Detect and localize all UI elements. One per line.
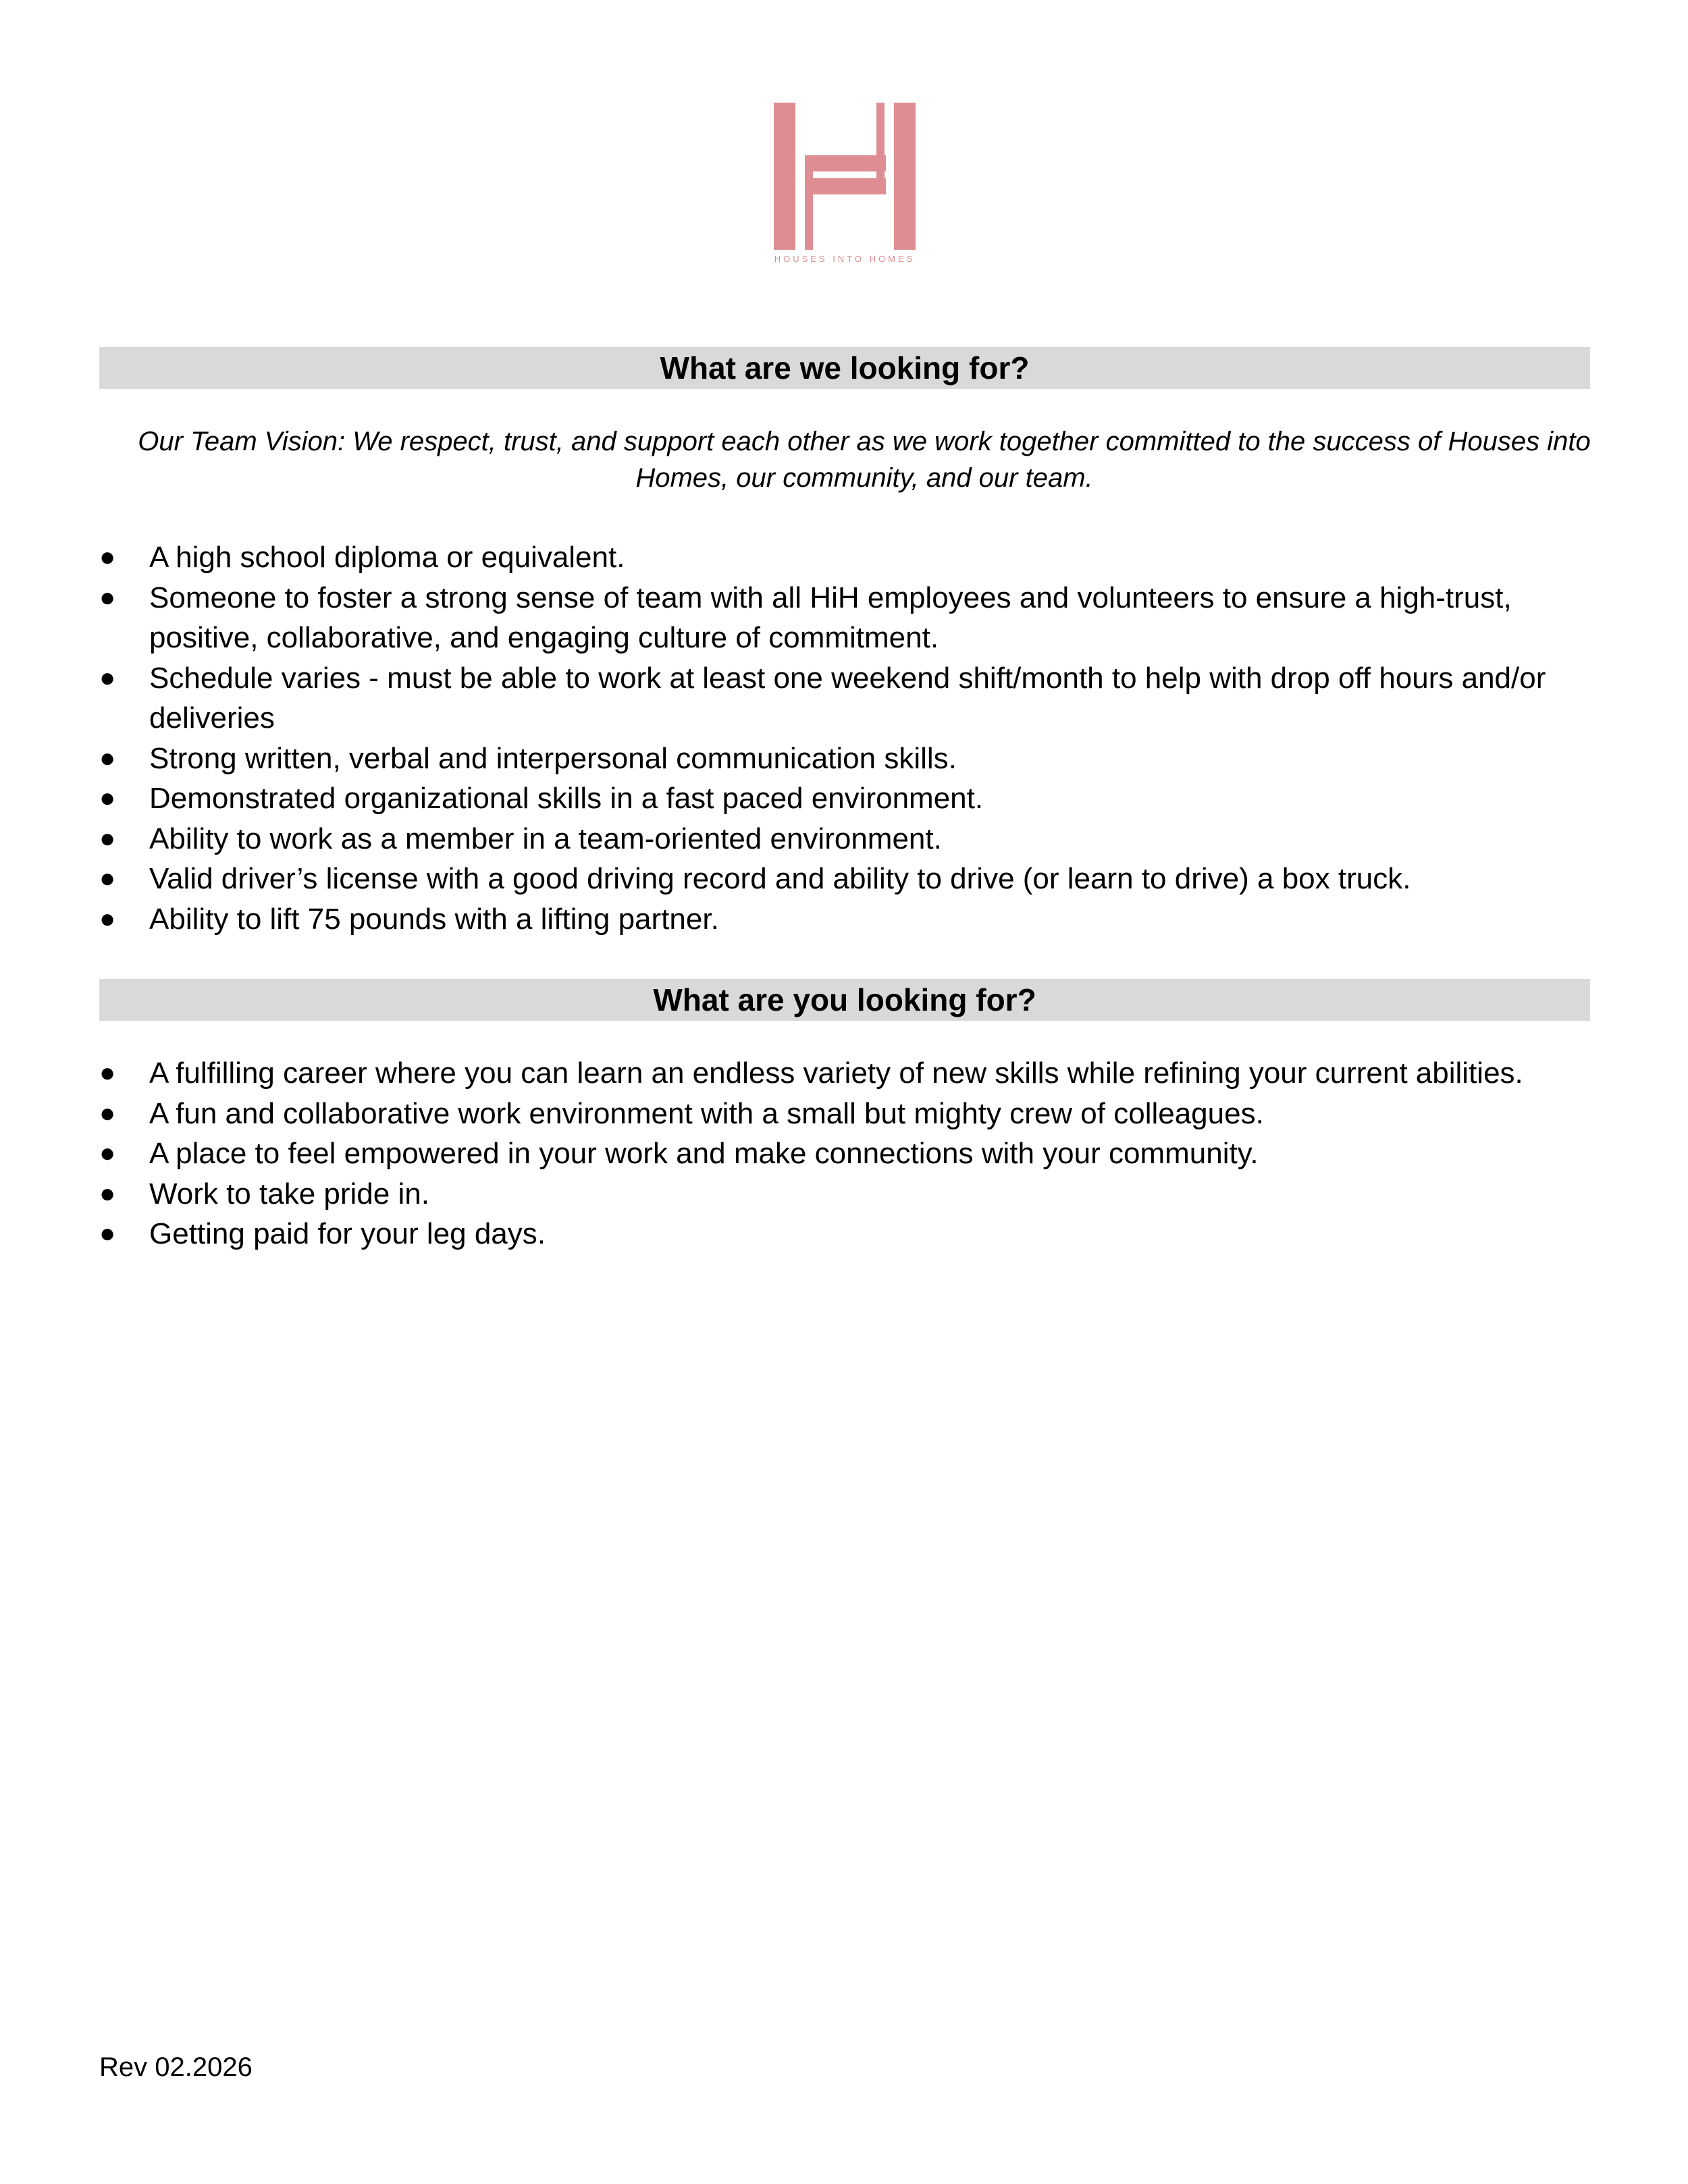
bullet-icon: ●: [99, 1138, 116, 1168]
list-item: [99, 739, 1605, 779]
list-item-text: A place to feel empowered in your work and make connections with your community.: [149, 1137, 1259, 1170]
list-item: [99, 899, 1605, 940]
logo-caption: HOUSES INTO HOMES: [774, 254, 916, 264]
list-item-text: Getting paid for your leg days.: [149, 1217, 546, 1250]
list-item: [99, 819, 1605, 859]
list-item-text: Demonstrated organizational skills in a fast paced environment.: [149, 782, 984, 815]
section-header-you-looking-for: [99, 979, 1590, 1021]
benefits-list: [99, 1053, 1605, 1254]
list-item-text: Strong written, verbal and interpersonal communication skills.: [149, 741, 957, 775]
list-item: [99, 1134, 1605, 1174]
section-title: What are we looking for?: [660, 350, 1030, 385]
list-item: [99, 1094, 1605, 1134]
list-item-text: Someone to foster a strong sense of team with all HiH employees and volunteers to ensure a high-trust, positive, collaborative, and engaging culture of commitment.: [149, 581, 1512, 654]
bullet-icon: ●: [99, 743, 116, 773]
revision-label: Rev 02.2026: [99, 2052, 253, 2082]
bullet-icon: ●: [99, 662, 116, 693]
team-vision-statement: Our Team Vision: We respect, trust, and support each other as we work together committed to the success of Houses into Homes, our community, and our team.: [138, 427, 1591, 493]
bullet-icon: ●: [99, 1098, 116, 1128]
list-item-text: A fulfilling career where you can learn an endless variety of new skills while refining your current abilities.: [149, 1057, 1523, 1090]
list-item-text: Valid driver’s license with a good driving record and ability to drive (or learn to drive) a box truck.: [149, 862, 1411, 895]
bullet-icon: ●: [99, 1058, 116, 1088]
list-item: [99, 537, 1605, 578]
bullet-icon: ●: [99, 1178, 116, 1208]
list-item: [99, 578, 1605, 658]
list-item-text: Ability to lift 75 pounds with a lifting partner.: [149, 902, 719, 936]
list-item: [99, 778, 1605, 819]
bullet-icon: ●: [99, 783, 116, 813]
list-item: [99, 1174, 1605, 1215]
list-item: [99, 1053, 1605, 1094]
list-item: [99, 1214, 1605, 1254]
houses-into-homes-logo-mark: [774, 103, 916, 251]
list-item-text: A high school diploma or equivalent.: [149, 541, 625, 574]
list-item-text: Ability to work as a member in a team-oriented environment.: [149, 822, 942, 855]
list-item: [99, 859, 1605, 899]
bullet-icon: ●: [99, 823, 116, 853]
list-item: [99, 658, 1605, 739]
list-item-text: Work to take pride in.: [149, 1177, 429, 1210]
bullet-icon: ●: [99, 1219, 116, 1248]
requirements-list: [99, 537, 1605, 939]
section-header-we-looking-for: [99, 347, 1590, 389]
section-title: What are you looking for?: [653, 982, 1036, 1017]
bullet-icon: ●: [99, 903, 116, 934]
logo: [774, 103, 916, 271]
bullet-icon: ●: [99, 542, 116, 572]
bullet-icon: ●: [99, 863, 116, 893]
list-item-text: Schedule varies - must be able to work at least one weekend shift/month to help with drop off hours and/or deliveries: [149, 661, 1546, 735]
list-item-text: A fun and collaborative work environment with a small but mighty crew of colleagues.: [149, 1096, 1264, 1130]
bullet-icon: ●: [99, 582, 116, 612]
